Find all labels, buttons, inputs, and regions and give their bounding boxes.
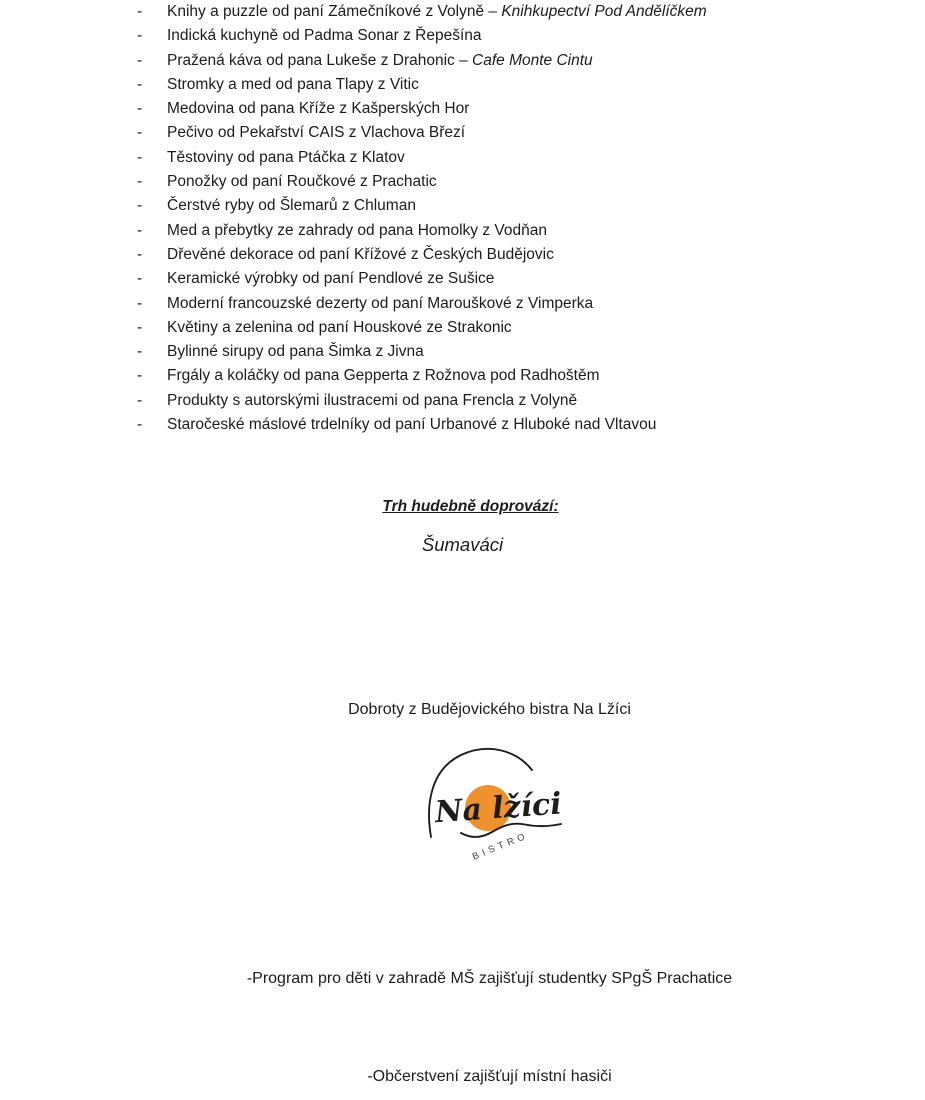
list-item-dash: -	[137, 367, 143, 385]
list-item-text-regular: Těstoviny od pana Ptáčka z Klatov	[167, 148, 405, 166]
list-item-text-regular: Pražená káva od pana Lukeše z Drahonic –	[167, 51, 473, 69]
list-item-text	[167, 389, 577, 413]
vendor-list	[137, 0, 707, 437]
program-note: -Program pro děti v zahradě MŠ zajišťují studentky SPgŠ Prachatice	[246, 970, 733, 987]
list-item-text-regular: Moderní francouzské dezerty od paní Marouškové z Vimperka	[167, 294, 594, 312]
list-item-dash: -	[137, 294, 143, 312]
list-item-dash: -	[137, 3, 143, 20]
list-item-text	[167, 292, 593, 316]
logo-bistro-arc-text: BISTRO	[470, 830, 531, 863]
bistro-logo-graphic	[412, 740, 582, 890]
list-item-text	[167, 194, 416, 218]
list-item-text-regular: Frgály a koláčky od pana Gepperta z Rožnova pod Radhoštěm	[167, 367, 600, 385]
list-item-dash: -	[137, 51, 143, 69]
list-item-text-regular: Pečivo od Pekařství CAIS z Vlachova Březí	[167, 124, 466, 142]
list-item-text	[167, 413, 656, 437]
list-item-text	[167, 121, 465, 145]
list-item-text-regular: Stromky a med od pana Tlapy z Vitic	[167, 75, 419, 93]
list-item-text	[167, 170, 437, 194]
list-item-text-italic: Knihkupectví Pod Andělíčkem	[501, 3, 707, 20]
list-item-text-regular: Produkty s autorskými ilustracemi od pana Frencla z Volyně	[167, 391, 578, 409]
list-item	[137, 194, 707, 218]
list-item-text	[167, 0, 707, 24]
list-item-dash: -	[137, 148, 143, 166]
list-item	[137, 243, 707, 267]
list-item-text	[167, 49, 593, 73]
list-item-text	[167, 97, 469, 121]
list-item-dash: -	[137, 221, 143, 239]
list-item	[137, 49, 707, 73]
refreshments-note: -Občerstvení zajišťují místní hasiči	[367, 1068, 612, 1085]
list-item-text-regular: Indická kuchyně od Padma Sonar z Řepešína	[167, 27, 482, 45]
list-item-text-regular: Keramické výrobky od paní Pendlové ze Sušice	[167, 270, 495, 288]
list-item-text-regular: Dřevěné dekorace od paní Křížové z Českých Budějovic	[167, 245, 554, 263]
list-item-dash: -	[137, 270, 143, 288]
list-item-text	[167, 243, 554, 267]
list-item	[137, 219, 707, 243]
list-item-dash: -	[137, 343, 143, 361]
list-item-dash: -	[137, 318, 143, 336]
list-item	[137, 413, 707, 437]
list-item-text	[167, 364, 600, 388]
list-item-dash: -	[137, 416, 143, 434]
list-item	[137, 316, 707, 340]
bistro-caption: Dobroty z Budějovického bistra Na Lžíci	[348, 701, 631, 718]
list-item	[137, 170, 707, 194]
list-item	[137, 121, 707, 145]
list-item-dash: -	[137, 27, 143, 45]
band-name: Šumaváci	[421, 534, 504, 555]
list-item-text	[167, 340, 424, 364]
list-item-dash: -	[137, 124, 143, 142]
list-item-text-regular: Knihy a puzzle od paní Zámečníkové z Volyně –	[167, 3, 502, 20]
list-item-dash: -	[137, 173, 143, 191]
list-item-text-regular: Bylinné sirupy od pana Šimka z Jivna	[167, 343, 424, 361]
list-item	[137, 292, 707, 316]
list-item	[137, 146, 707, 170]
list-item-text-regular: Staročeské máslové trdelníky od paní Urbanové z Hluboké nad Vltavou	[167, 416, 657, 434]
list-item-dash: -	[137, 75, 143, 93]
bistro-logo	[412, 740, 582, 890]
list-item-dash: -	[137, 100, 143, 118]
list-item-text	[167, 73, 419, 97]
list-item	[137, 267, 707, 291]
list-item-text	[167, 219, 547, 243]
list-item-text-regular: Ponožky od paní Roučkové z Prachatic	[167, 173, 437, 191]
list-item	[137, 24, 707, 48]
music-section-heading: Trh hudebně doprovází:	[382, 498, 559, 515]
logo-script-text: Na lžíci	[433, 786, 563, 831]
list-item-text-regular: Květiny a zelenina od paní Houskové ze Strakonic	[167, 318, 512, 336]
list-item	[137, 364, 707, 388]
list-item	[137, 73, 707, 97]
list-item	[137, 97, 707, 121]
list-item-text-italic: Cafe Monte Cintu	[472, 51, 593, 69]
list-item-text	[167, 316, 512, 340]
list-item-dash: -	[137, 391, 143, 409]
list-item	[137, 389, 707, 413]
list-item-text	[167, 24, 482, 48]
list-item-text	[167, 267, 494, 291]
list-item-dash: -	[137, 197, 143, 215]
list-item	[137, 340, 707, 364]
list-item-text	[167, 146, 405, 170]
list-item-text-regular: Medovina od pana Kříže z Kašperských Hor	[167, 100, 470, 118]
list-item-dash: -	[137, 245, 143, 263]
list-item-text-regular: Čerstvé ryby od Šlemarů z Chluman	[167, 197, 416, 215]
list-item-text-regular: Med a přebytky ze zahrady od pana Homolky z Vodňan	[167, 221, 547, 239]
list-item	[137, 0, 707, 24]
